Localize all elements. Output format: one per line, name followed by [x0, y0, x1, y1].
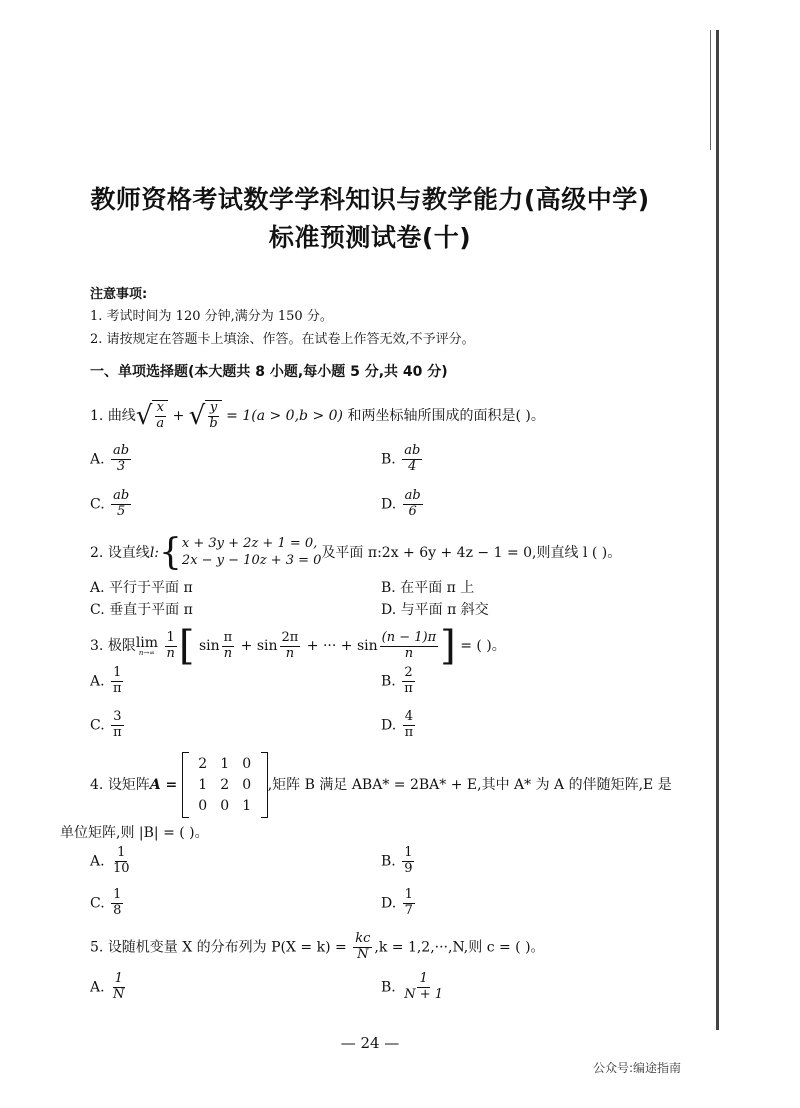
q1-option-a: A. $\frac{ab}{3}$ [90, 443, 130, 474]
question-condition: = 1(a > 0,b > 0) [226, 407, 344, 424]
q4-option-c: C. $\frac{1}{8}$ [90, 887, 122, 918]
question-number: 4. [90, 777, 104, 793]
q5-option-a: A. $\frac{1}{N}$ [90, 971, 125, 1002]
page-number: — 24 — [340, 1034, 400, 1052]
question-text: 和两坐标轴所围成的面积是( )。 [347, 407, 545, 424]
question-text: 极限 [107, 638, 136, 654]
question-number: 1. [90, 407, 104, 424]
question-number: 5. [90, 939, 104, 956]
question-text: 设随机变量 X 的分布列为 P(X = k) = [107, 939, 347, 956]
question-2: 2. 设直线l:{ x + 3y + 2z + 1 = 0, 2x − y − 10z + 3 = 0 及平面 π:2x + 6y + 4z − 1 = 0,则直线 l ( )。 [90, 532, 622, 573]
question-number: 2. [90, 545, 104, 561]
question-3: 3. 极限 lim n→∞ $\frac{1}{n}$ [ sin $\frac{\pi}{n}$ + sin $\frac{2\pi}{n}$ + ··· + sin $\frac{(n - 1)\pi}{n}$ ] = ( )。 [90, 623, 506, 669]
notice-item-1: 1. 考试时间为 120 分钟,满分为 150 分。 [90, 309, 333, 324]
question-5: 5. 设随机变量 X 的分布列为 P(X = k) = $\frac{kc}{N}$ ,k = 1,2,···,N,则 c = ( )。 [90, 931, 545, 962]
q1-option-b: B. $\frac{ab}{4}$ [381, 443, 421, 474]
question-text: ,k = 1,2,···,N,则 c = ( )。 [374, 939, 545, 956]
q2-option-b: B. 在平面 π 上 [381, 580, 475, 596]
q5-option-b: B. $\frac{1}{N + 1}$ [381, 971, 444, 1002]
q1-option-d: D. $\frac{ab}{6}$ [381, 488, 421, 519]
matrix-a: 2 1 0 1 2 0 0 0 1 [182, 752, 268, 818]
question-text: 曲线 [107, 407, 136, 424]
question-text: = ( )。 [460, 638, 506, 654]
q1-option-c: C. $\frac{ab}{5}$ [90, 488, 130, 519]
q3-option-c: C. $\frac{3}{\pi}$ [90, 709, 122, 740]
section-heading: 一、单项选择题(本大题共 8 小题,每小题 5 分,共 40 分) [90, 364, 448, 380]
question-4: 4. 设矩阵A = 2 1 0 1 2 0 0 0 1 ,矩阵 B 满足 ABA* = 2BA* + E,其中 A* 为 A 的伴随矩阵,E 是 [90, 752, 672, 818]
notice-item-2: 2. 请按规定在答题卡上填涂、作答。在试卷上作答无效,不予评分。 [90, 332, 475, 347]
watermark: 公众号:编途指南 [593, 1061, 682, 1075]
notice-heading: 注意事项: [90, 287, 148, 302]
exam-title: 教师资格考试数学学科知识与教学能力(高级中学) [90, 185, 650, 214]
question-text: 及平面 π:2x + 6y + 4z − 1 = 0,则直线 l ( )。 [321, 545, 622, 561]
q4-option-d: D. $\frac{1}{7}$ [381, 887, 413, 918]
equation-system: x + 3y + 2z + 1 = 0, 2x − y − 10z + 3 = 0 [181, 536, 322, 568]
question-4-continued: 单位矩阵,则 |B| = ( )。 [60, 825, 209, 841]
q2-option-c: C. 垂直于平面 π [90, 602, 193, 618]
question-text: 设矩阵 [107, 777, 150, 793]
question-text: 设直线 [107, 545, 150, 561]
exam-subtitle: 标准预测试卷(十) [268, 223, 472, 252]
q4-option-a: A. $\frac{1}{10}$ [90, 845, 130, 876]
q3-option-d: D. $\frac{4}{\pi}$ [381, 709, 414, 740]
question-text: ,矩阵 B 满足 ABA* = 2BA* + E,其中 A* 为 A 的伴随矩阵,E 是 [267, 777, 672, 793]
q4-option-b: B. $\frac{1}{9}$ [381, 845, 413, 876]
question-1: 1. 曲线 √ $\frac{x}{a}$ + √ $\frac{y}{b}$ = 1(a > 0,b > 0) 和两坐标轴所围成的面积是( )。 [90, 400, 545, 431]
limit-operator: lim n→∞ [135, 634, 159, 657]
q3-option-b: B. $\frac{2}{\pi}$ [381, 665, 413, 696]
scan-edge-thin [710, 30, 711, 150]
q3-option-a: A. $\frac{1}{\pi}$ [90, 665, 122, 696]
q2-option-d: D. 与平面 π 斜交 [381, 602, 489, 618]
q2-option-a: A. 平行于平面 π [90, 580, 193, 596]
brace-icon: { [159, 532, 182, 573]
question-number: 3. [90, 638, 104, 654]
